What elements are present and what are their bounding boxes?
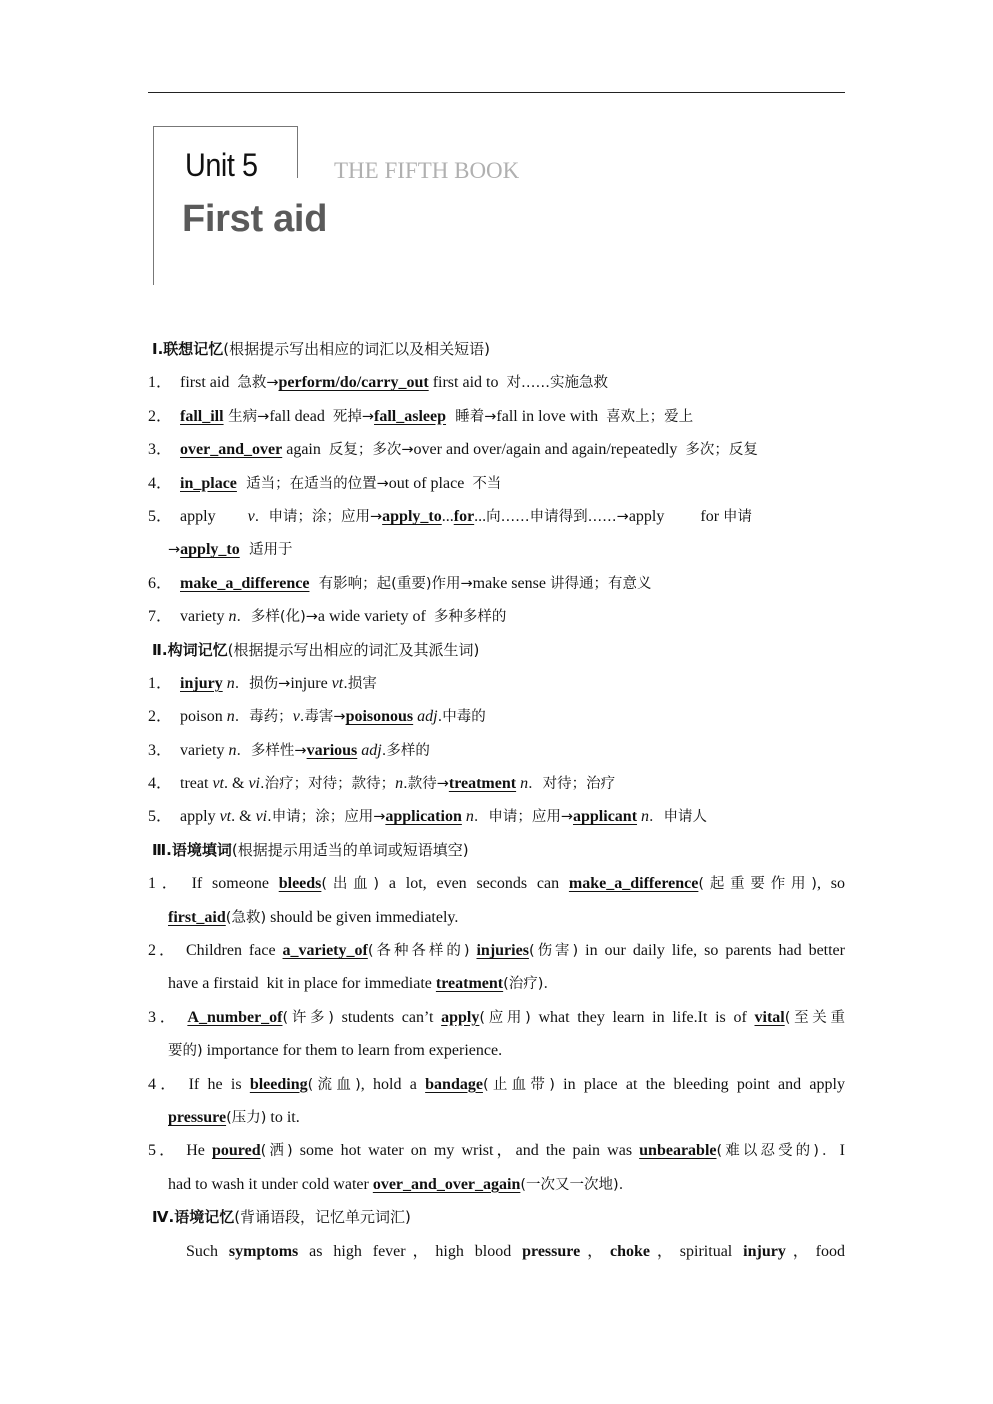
text-segment: Such xyxy=(186,1242,229,1260)
text-segment: first aid to xyxy=(428,374,507,392)
text-segment: 喜欢上；爱上 xyxy=(606,408,694,425)
text-segment: .申请；涂；应用→ xyxy=(267,809,386,826)
text-segment: vi xyxy=(255,808,268,826)
text-segment: 反复；多次→ xyxy=(328,442,414,459)
text-segment: (出血) xyxy=(321,876,380,893)
text-segment: Children face xyxy=(185,942,283,960)
text-segment: (许多) xyxy=(282,1009,334,1026)
item-number: 1． xyxy=(148,374,173,392)
item-number: 1． xyxy=(148,875,184,893)
text-segment: vi xyxy=(248,775,260,793)
text-segment: ．多样性→ xyxy=(236,742,307,759)
text-segment: n xyxy=(228,741,237,759)
text-segment: 申请 xyxy=(723,508,753,525)
text-segment: (洒) xyxy=(260,1143,293,1160)
text-segment: n xyxy=(520,775,529,793)
list-item xyxy=(148,667,845,700)
text-segment: 多次；反复 xyxy=(685,442,758,459)
text-segment: ，food xyxy=(785,1242,845,1260)
item-number: 3． xyxy=(148,441,173,459)
answer-blank: make_a_difference xyxy=(568,875,699,893)
section-note: (根据提示写出相应的词汇以及相关短语) xyxy=(223,340,491,358)
text-segment: vt xyxy=(212,775,224,793)
text-segment: (各种各样的) xyxy=(367,943,470,960)
item-number: 4． xyxy=(148,1075,181,1093)
text-segment: (至关重 xyxy=(784,1009,845,1026)
text-segment: injure xyxy=(290,674,332,692)
text-segment: (流血) xyxy=(307,1076,361,1093)
text-segment: students can’t xyxy=(333,1008,442,1026)
text-segment: .损害 xyxy=(343,675,377,692)
text-segment: .中毒的 xyxy=(437,709,486,726)
key-term: injury xyxy=(743,1242,786,1260)
list-item-continuation xyxy=(148,1101,845,1134)
text-segment: 要的) xyxy=(168,1043,203,1060)
text-segment: fall in love with xyxy=(496,407,607,425)
section-note: (根据提示写出相应的词汇及其派生词) xyxy=(227,640,480,659)
text-segment: ．对待；治疗 xyxy=(528,776,616,793)
answer-blank: in_place xyxy=(180,474,237,492)
answer-blank: over_and_over xyxy=(180,441,283,459)
list-item xyxy=(148,700,845,733)
item-number: 2． xyxy=(148,942,178,960)
text-segment: .款待→ xyxy=(403,776,449,793)
unit-title: First aid xyxy=(182,198,328,240)
text-segment: (治疗)． xyxy=(503,976,558,993)
answer-blank: bleeding xyxy=(249,1075,308,1093)
text-segment: (压力) xyxy=(226,1109,267,1126)
item-number: 2． xyxy=(148,407,173,425)
text-segment: adj xyxy=(361,741,382,759)
text-segment: . & xyxy=(223,775,249,793)
text-segment: adj xyxy=(417,708,438,726)
text-segment: .多样的 xyxy=(381,742,430,759)
item-number: 5． xyxy=(148,507,173,525)
item-number: 3． xyxy=(148,1008,180,1026)
section-note: (根据提示用适当的单词或短语填空) xyxy=(231,840,469,859)
list-item xyxy=(148,366,845,399)
item-number: 5． xyxy=(148,1142,179,1160)
text-segment: had to wash it under cold water xyxy=(168,1175,373,1193)
text-segment: n xyxy=(226,708,235,726)
list-item xyxy=(148,934,845,967)
answer-blank: various xyxy=(306,741,358,759)
text-segment: 向……申请得到……→ xyxy=(486,508,629,525)
section-title: 语境填词 xyxy=(171,840,232,859)
list-item xyxy=(148,433,845,466)
item-number: 6． xyxy=(148,574,173,592)
key-term: pressure xyxy=(522,1242,581,1260)
text-segment: some hot water on my wrist，and the pain was xyxy=(292,1142,640,1160)
answer-blank: apply xyxy=(441,1008,480,1026)
list-item-continuation xyxy=(148,1034,845,1067)
text-segment: (伤害) xyxy=(528,943,579,960)
text-segment: 适用于 xyxy=(239,542,293,559)
text-segment: , hold a xyxy=(360,1075,426,1093)
item-number: 7． xyxy=(148,608,173,626)
text-segment: poison xyxy=(180,708,227,726)
item-number: 1． xyxy=(148,674,173,692)
answer-blank: a_variety_of xyxy=(282,942,368,960)
text-segment: first aid xyxy=(180,374,238,392)
text-segment: v xyxy=(247,507,255,525)
text-segment: vt xyxy=(219,808,232,826)
text-segment: variety xyxy=(180,741,229,759)
answer-blank: perform/do/carry_out xyxy=(278,374,429,392)
key-term: symptoms xyxy=(228,1242,299,1260)
list-item xyxy=(148,867,845,900)
text-segment: a wide variety of xyxy=(317,608,434,626)
text-segment: n xyxy=(228,608,237,626)
section-title: 语境记忆 xyxy=(174,1208,235,1227)
item-number: 5． xyxy=(148,808,173,826)
text-segment: 生病→ xyxy=(223,408,270,425)
section-heading xyxy=(148,634,845,667)
answer-blank: A_number_of xyxy=(187,1008,283,1026)
list-item-continuation xyxy=(148,967,845,1000)
section-heading xyxy=(148,1201,845,1234)
item-number: 4． xyxy=(148,775,173,793)
text-segment: If he is xyxy=(188,1075,250,1093)
answer-blank: fall_asleep xyxy=(374,407,447,425)
text-segment: ．申请人 xyxy=(649,809,708,826)
text-segment: ... xyxy=(441,507,454,525)
text-segment: out of place xyxy=(388,474,473,492)
text-segment: should be given immediately. xyxy=(266,908,459,926)
text-segment: (应用) xyxy=(479,1009,531,1026)
frame-left-edge xyxy=(153,126,154,285)
text-segment: over and over/again and again/repeatedly xyxy=(413,441,686,459)
answer-blank: treatment xyxy=(448,775,517,793)
answer-blank: injury xyxy=(180,674,223,692)
text-segment: . & xyxy=(231,808,256,826)
frame-top-edge xyxy=(153,126,298,127)
list-item xyxy=(148,567,845,600)
answer-blank: applicant xyxy=(573,808,638,826)
text-segment: apply xyxy=(180,507,248,525)
text-segment: fall dead xyxy=(269,407,333,425)
section-numeral: Ⅰ. xyxy=(152,340,164,358)
answer-blank: apply_to xyxy=(180,541,240,559)
text-segment: 适当；在适当的位置→ xyxy=(236,475,389,492)
section-numeral: Ⅱ. xyxy=(152,640,168,659)
answer-blank: application xyxy=(385,808,462,826)
list-item xyxy=(148,767,845,800)
answer-blank: unbearable xyxy=(639,1142,717,1160)
text-segment: ．申请；应用→ xyxy=(473,809,573,826)
text-segment: in our daily life, so parents had better xyxy=(578,942,845,960)
list-item xyxy=(148,467,845,500)
worksheet-content xyxy=(148,333,845,1268)
text-segment: 对……实施急救 xyxy=(506,375,608,392)
answer-blank: vital xyxy=(754,1008,785,1026)
text-segment: (难以忍受的)． xyxy=(716,1143,840,1160)
text-segment: (一次又一次地)． xyxy=(520,1176,634,1193)
list-item-continuation xyxy=(148,901,845,934)
answer-blank: for xyxy=(453,507,475,525)
text-segment: 急救→ xyxy=(237,375,279,392)
section-numeral: Ⅳ. xyxy=(152,1208,175,1227)
text-segment: ．损伤→ xyxy=(234,675,291,692)
text-segment: a lot, even seconds can xyxy=(379,875,569,893)
text-segment: 死掉→ xyxy=(332,408,375,425)
list-item xyxy=(148,500,845,533)
list-item-continuation xyxy=(148,1168,845,1201)
answer-blank: poisonous xyxy=(345,708,414,726)
text-segment: ， xyxy=(580,1242,610,1260)
text-segment: ，spiritual xyxy=(650,1242,744,1260)
text-segment: ... xyxy=(474,507,487,525)
key-term: choke xyxy=(610,1242,650,1260)
list-item-continuation xyxy=(148,533,845,566)
answer-blank: make_a_difference xyxy=(180,574,310,592)
section-heading xyxy=(148,834,845,867)
frame-right-edge xyxy=(297,126,298,178)
text-segment: importance for them to learn from experience. xyxy=(202,1042,503,1060)
text-segment: again xyxy=(282,441,329,459)
text-segment: He xyxy=(186,1142,212,1160)
answer-blank: treatment xyxy=(435,975,504,993)
text-segment: 睡着→ xyxy=(446,408,497,425)
text-segment: n xyxy=(465,808,474,826)
text-segment: (急救) xyxy=(225,909,267,926)
list-item xyxy=(148,1068,845,1101)
text-segment: If someone xyxy=(191,875,279,893)
text-segment: variety xyxy=(180,608,229,626)
item-number: 4． xyxy=(148,474,173,492)
text-segment: ．多样(化)→ xyxy=(236,609,318,626)
section-heading xyxy=(148,333,845,366)
text-segment: , so xyxy=(816,875,845,893)
text-segment: (起重要作用) xyxy=(698,876,817,893)
text-segment: v xyxy=(292,708,300,726)
section-numeral: Ⅲ. xyxy=(152,840,172,859)
section-note: (背诵语段，记忆单元词汇) xyxy=(234,1208,411,1227)
text-segment: 多种多样的 xyxy=(433,609,507,626)
text-segment: n xyxy=(226,674,235,692)
list-item xyxy=(148,1001,845,1034)
text-segment: ．毒药； xyxy=(234,709,293,726)
text-segment: I xyxy=(839,1142,845,1160)
header-rule xyxy=(148,92,845,93)
text-segment: 讲得通；有意义 xyxy=(549,575,652,592)
answer-blank: bandage xyxy=(425,1075,483,1093)
text-segment: n xyxy=(395,775,404,793)
item-number: 2． xyxy=(148,708,173,726)
text-segment: .治疗；对待；款待； xyxy=(259,776,396,793)
answer-blank: pressure xyxy=(168,1108,227,1126)
list-item xyxy=(148,1134,845,1167)
text-segment: have a firstaid kit in place for immediate xyxy=(168,975,436,993)
book-label: THE FIFTH BOOK xyxy=(334,158,520,183)
text-segment: to it. xyxy=(266,1108,300,1126)
answer-blank: bleeds xyxy=(278,875,322,893)
text-segment: 有影响；起(重要)作用→ xyxy=(309,575,473,592)
text-segment: 不当 xyxy=(472,475,502,492)
text-segment: vt xyxy=(331,674,344,692)
answer-blank: poured xyxy=(211,1142,261,1160)
answer-blank: first_aid xyxy=(168,908,226,926)
text-segment: treat xyxy=(180,775,213,793)
text-segment: .毒害→ xyxy=(299,709,346,726)
list-item xyxy=(148,734,845,767)
answer-blank: injuries xyxy=(476,942,529,960)
text-segment: → xyxy=(168,542,181,559)
answer-blank: apply_to xyxy=(382,507,442,525)
text-segment: n xyxy=(641,808,650,826)
answer-blank: over_and_over_again xyxy=(372,1175,521,1193)
list-item xyxy=(148,400,845,433)
item-number: 3． xyxy=(148,741,173,759)
text-segment: as high fever，high blood xyxy=(298,1242,523,1260)
unit-label: Unit 5 xyxy=(185,147,258,183)
text-segment: apply xyxy=(180,808,220,826)
section-title: 联想记忆 xyxy=(163,340,224,358)
text-segment: in place at the bleeding point and apply xyxy=(554,1075,845,1093)
text-segment: make sense xyxy=(472,574,550,592)
text-segment: what they learn in life.It is of xyxy=(530,1008,755,1026)
text-segment: apply for xyxy=(628,507,724,525)
text-segment: (止血带) xyxy=(482,1076,555,1093)
memory-paragraph xyxy=(148,1235,845,1268)
list-item xyxy=(148,600,845,633)
list-item xyxy=(148,800,845,833)
section-title: 构词记忆 xyxy=(167,640,228,659)
answer-blank: fall_ill xyxy=(180,407,224,425)
text-segment: . 申请；涂；应用→ xyxy=(254,508,383,525)
